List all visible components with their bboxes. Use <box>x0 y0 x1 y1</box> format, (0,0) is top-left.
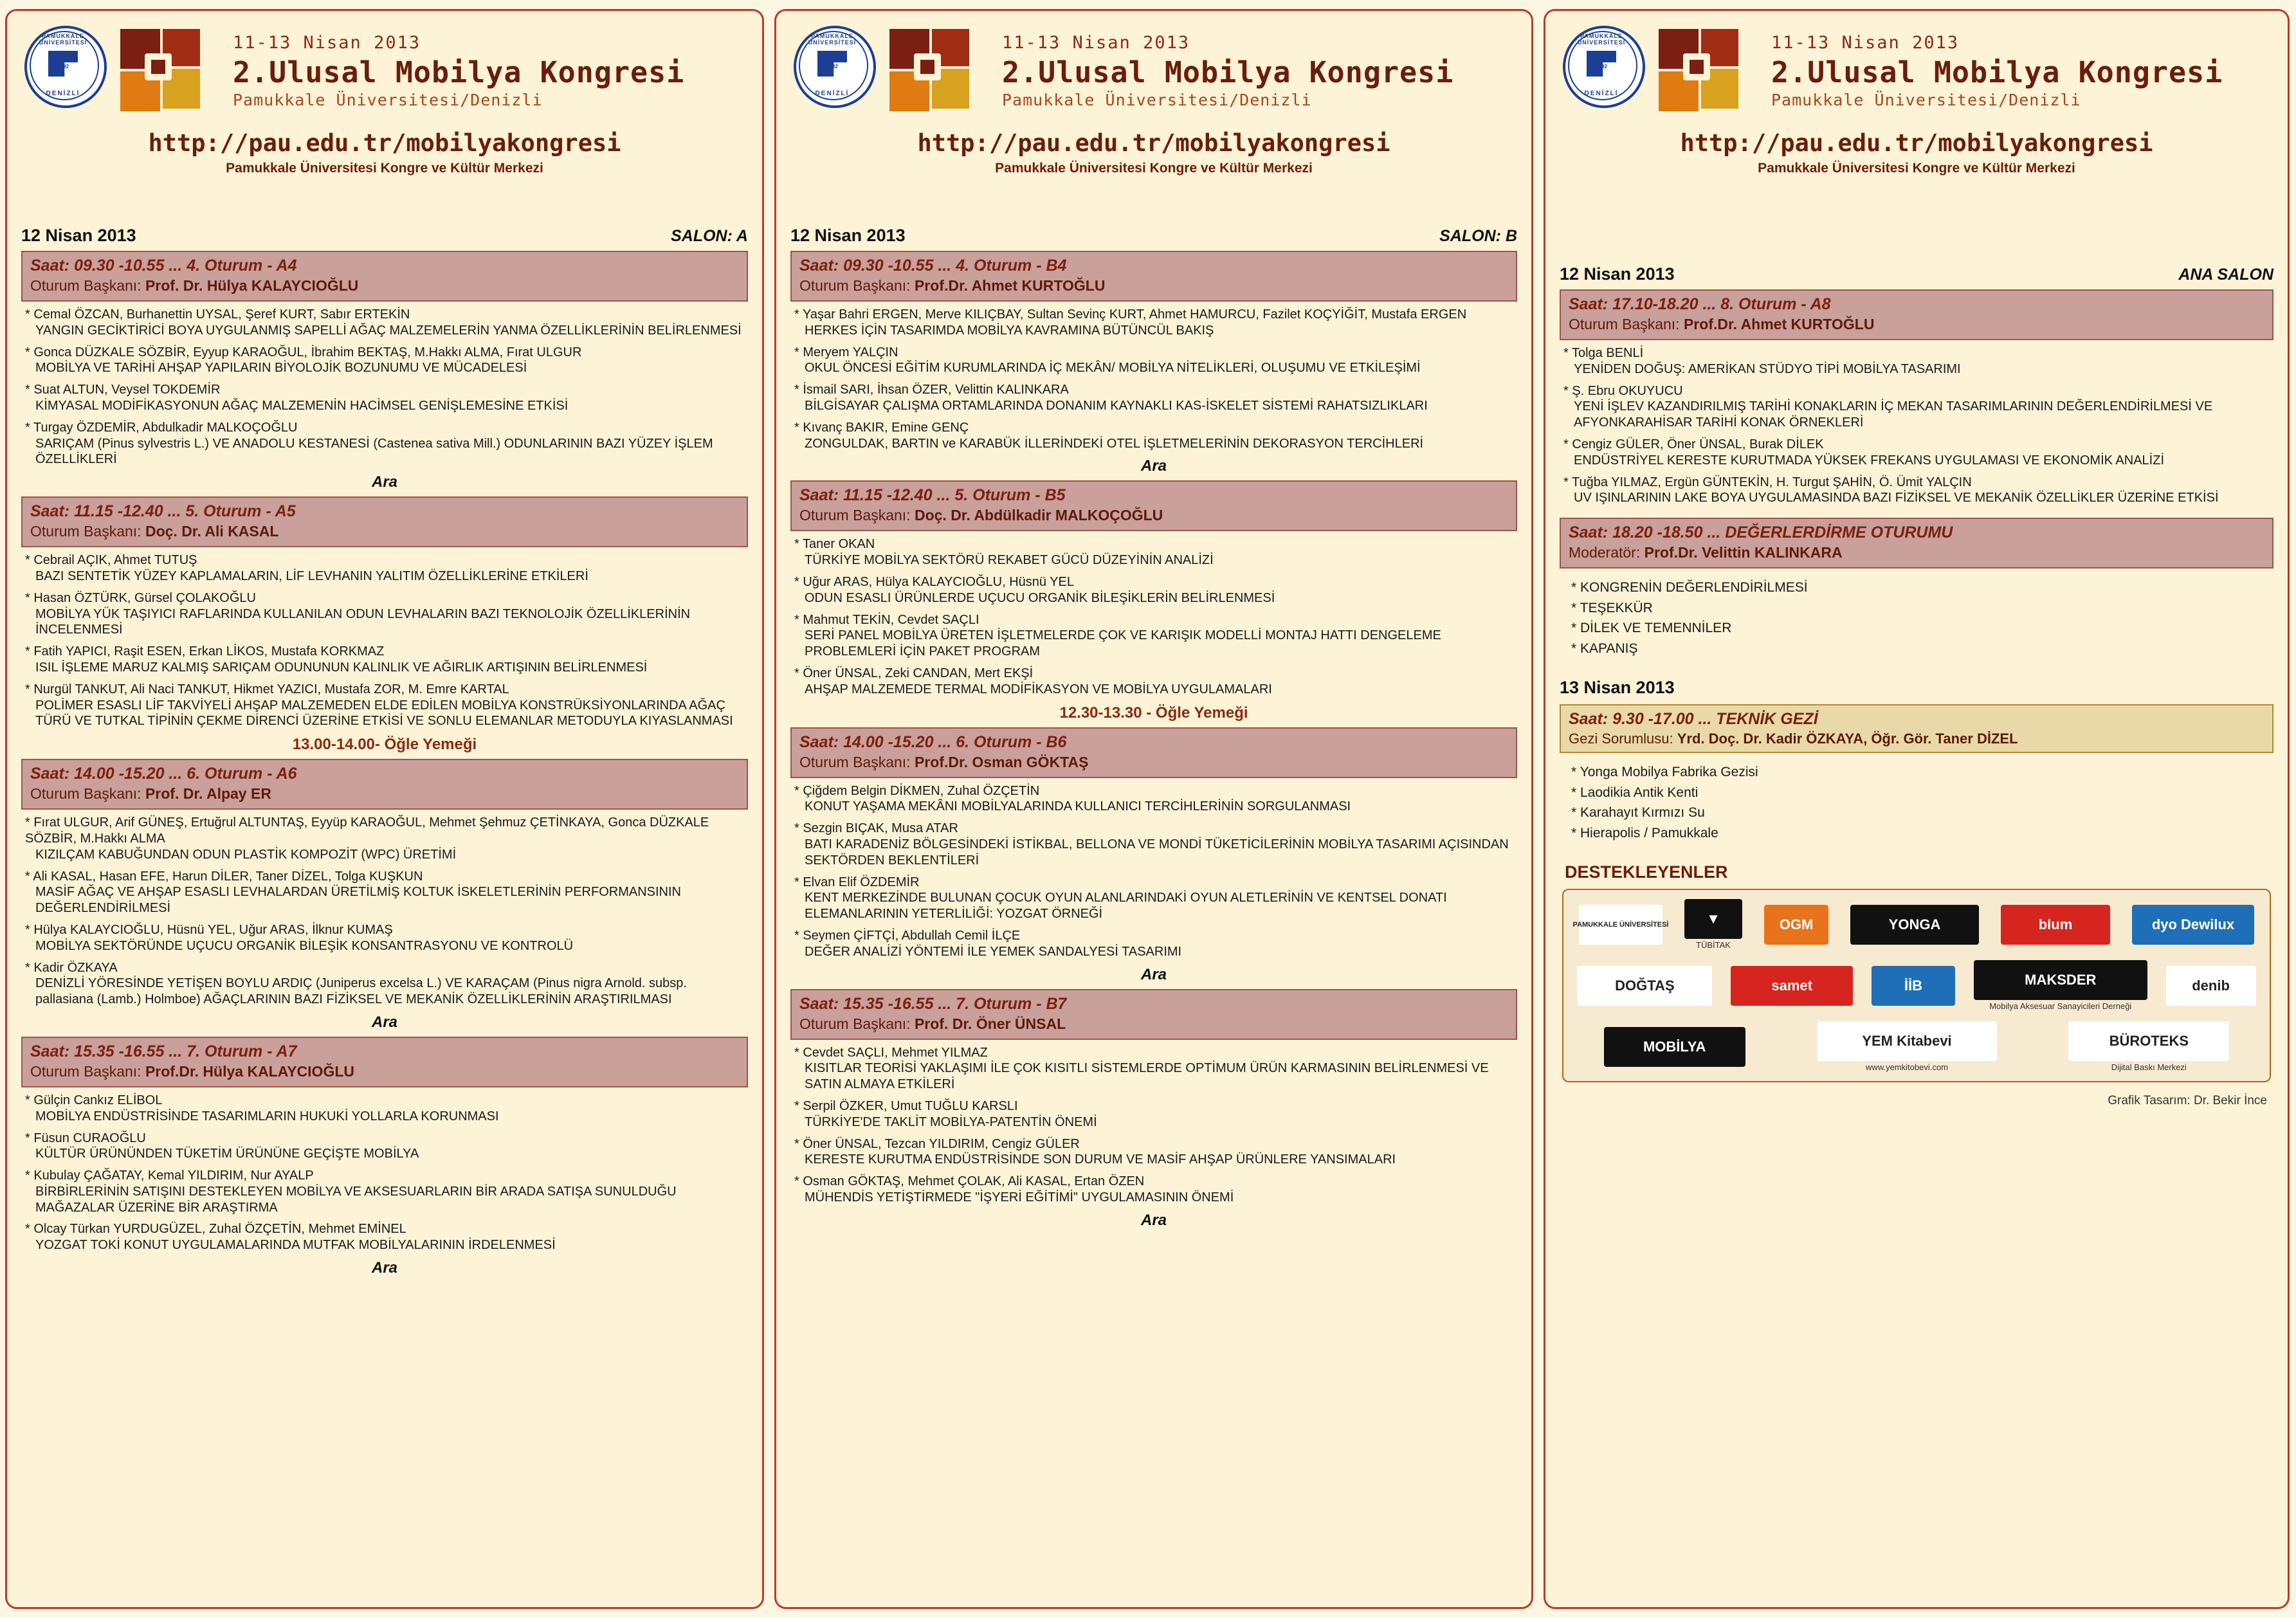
daybar-c <box>1560 264 2273 284</box>
lunch-label: 12.30-13.30 - Öğle Yemeği <box>1059 704 1248 722</box>
sponsor-caption: Dijital Baskı Merkezi <box>2111 1062 2187 1073</box>
congress-dates: 11-13 Nisan 2013 <box>233 33 421 53</box>
talk-authors: * Serpil ÖZKER, Umut TUĞLU KARSLI <box>794 1098 1018 1113</box>
talk-authors: * Tolga BENLİ <box>1563 346 1644 360</box>
session-time: Saat: 18.20 -18.50 ... DEĞERLERDİRME OTURUMU <box>1569 523 1953 542</box>
talk-title: BİLGİSAYAR ÇALIŞMA ORTAMLARINDA DONANIM KAYNAKLI KAS-İSKELET SİSTEMİ RAHATSIZLIKLARI <box>805 398 1428 413</box>
sponsor-logo-yonga-icon: YONGA <box>1850 905 1979 945</box>
talk-item <box>794 875 1515 922</box>
sponsors-panel <box>1562 889 2271 1082</box>
sponsor-item <box>1764 905 1828 945</box>
congress-url[interactable]: http://pau.edu.tr/mobilyakongresi <box>148 129 621 157</box>
talk-title: MASİF AĞAÇ VE AHŞAP ESASLI LEVHALARDAN ÜRETİLMİŞ KOLTUK İSKELETLERİNİN PERFORMANSININ DEĞERLENDİRİLMESİ <box>35 885 681 916</box>
talk-title: KÜLTÜR ÜRÜNÜNDEN TÜKETİM ÜRÜNÜNE GEÇİŞTE MOBİLYA <box>35 1147 419 1161</box>
talk-item <box>1563 437 2271 469</box>
talk-title: POLİMER ESASLI LİF TAKVİYELİ AHŞAP MALZEMEDEN ELDE EDİLEN MOBİLYA KONSTRÜKSİYONLARINDA AĞAÇ TÜRÜ VE TUTKAL TİPİNİN ÇEKME DİRENCİ ÜZERİNE ETKİSİ VE SONLU ELEMANLAR METODUYLA KIYASLANMASI <box>35 698 733 729</box>
talk-authors: * Sezgin BIÇAK, Musa ATAR <box>794 821 958 836</box>
congress-title: 2.Ulusal Mobilya Kongresi <box>233 55 685 89</box>
pau-logo-bottom-text: DENİZLİ <box>46 90 80 97</box>
sponsor-item <box>2132 905 2254 945</box>
talk-authors: * Kubulay ÇAĞATAY, Kemal YILDIRIM, Nur AYALP <box>25 1168 314 1183</box>
talk-title: TÜRKİYE'DE TAKLİT MOBİLYA-PATENTİN ÖNEMİ <box>805 1114 1097 1129</box>
talk-item <box>794 1136 1515 1168</box>
sponsor-logo-buroteks-icon: BÜROTEKS <box>2068 1021 2229 1061</box>
talk-list <box>1560 340 2273 506</box>
sponsor-row <box>1571 960 2262 1011</box>
talk-item <box>794 928 1515 960</box>
list-item: * TEŞEKKÜR <box>1571 600 1653 615</box>
talk-authors: * Yaşar Bahri ERGEN, Merve KILIÇBAY, Sultan Sevinç KURT, Ahmet HAMURCU, Fazilet KOÇYİĞİT, Mustafa ERGEN <box>794 307 1467 322</box>
sponsor-item <box>1850 905 1979 945</box>
talk-item <box>794 666 1515 698</box>
talk-authors: * Kıvanç BAKIR, Emine GENÇ <box>794 420 969 435</box>
sponsor-logo-blum-icon: blum <box>2001 905 2110 945</box>
congress-venue: Pamukkale Üniversitesi Kongre ve Kültür Merkezi <box>1758 161 2075 176</box>
session-time: Saat: 09.30 -10.55 ... 4. Oturum - B4 <box>799 257 1067 275</box>
talk-title: OKUL ÖNCESİ EĞİTİM KURUMLARINDA İÇ MEKÂN/ MOBİLYA NİTELİKLERİ, OLUŞUMU VE ETKİLEŞİMİ <box>805 361 1421 376</box>
talk-title: ENDÜSTRİYEL KERESTE KURUTMADA YÜKSEK FREKANS UYGULAMASI VE EKONOMİK ANALİZİ <box>1574 453 2164 468</box>
talk-authors: * Hasan ÖZTÜRK, Gürsel ÇOLAKOĞLU <box>25 590 256 605</box>
talk-authors: * Hülya KALAYCIOĞLU, Hüsnü YEL, Uğur ARAS, İlknur KUMAŞ <box>25 922 393 937</box>
talk-authors: * Cengiz GÜLER, Öner ÜNSAL, Burak DİLEK <box>1563 437 1824 451</box>
session-time: Saat: 15.35 -16.55 ... 7. Oturum - B7 <box>799 994 1067 1013</box>
daybar-b <box>790 226 1517 246</box>
talk-item <box>1563 475 2271 507</box>
talk-item <box>1563 383 2271 431</box>
talk-title: KONUT YAŞAMA MEKÂNI MOBİLYALARINDA KULLANICI TERCİHLERİNİN SORGULANMASI <box>805 799 1351 814</box>
day2-label: 13 Nisan 2013 <box>1560 678 1675 698</box>
talk-authors: * Uğur ARAS, Hülya KALAYCIOĞLU, Hüsnü YEL <box>794 574 1075 589</box>
talk-item <box>794 345 1515 377</box>
talk-item <box>794 821 1515 868</box>
talk-authors: * Ali KASAL, Hasan EFE, Harun DİLER, Taner DİZEL, Tolga KUŞKUN <box>25 869 423 884</box>
talk-title: SERİ PANEL MOBİLYA ÜRETEN İŞLETMELERDE ÇOK VE KARIŞIK MODELLİ MONTAJ HATTI DENGELEME PROBLEMLERİ İÇİN PAKET PROGRAM <box>805 628 1441 659</box>
talk-authors: * Osman GÖKTAŞ, Mehmet ÇOLAK, Ali KASAL, Ertan ÖZEN <box>794 1174 1145 1189</box>
chair-label: Oturum Başkanı: <box>799 507 911 524</box>
trip-time: Saat: 9.30 -17.00 ... TEKNİK GEZİ <box>1569 710 1818 729</box>
talk-list <box>790 531 1517 697</box>
session-header <box>21 1037 748 1087</box>
talk-item <box>25 1093 745 1125</box>
pau-logo-top-text: PAMUKKALE ÜNİVERSİTESİ <box>1577 33 1626 46</box>
sponsor-logo-dogtas-icon: DOĞTAŞ <box>1577 966 1712 1006</box>
header-b <box>790 17 1517 217</box>
chair-label: Oturum Başkanı: <box>30 277 141 294</box>
talk-title: KISITLAR TEORİSİ YAKLAŞIMI İLE ÇOK KISITLI SİSTEMLERDE OPTİMUM ÜRÜN KARMASININ BELİRLENMESİ VE SATIN ALMAYA ETKİLERİ <box>805 1061 1489 1092</box>
break-label: Ara <box>1140 457 1167 475</box>
chair-name: Prof. Dr. Hülya KALAYCIOĞLU <box>145 277 359 294</box>
session-time: Saat: 17.10-18.20 ... 8. Oturum - A8 <box>1569 295 1831 313</box>
talk-authors: * Suat ALTUN, Veysel TOKDEMİR <box>25 383 221 397</box>
congress-logo-icon <box>884 23 990 119</box>
list-item: * DİLEK VE TEMENNİLER <box>1571 621 1732 636</box>
list-item: * Laodikia Antik Kenti <box>1571 785 1699 800</box>
talk-title: MOBİLYA ENDÜSTRİSİNDE TASARIMLARIN HUKUKİ YOLLARLA KORUNMASI <box>35 1109 499 1123</box>
list-item: * KAPANIŞ <box>1571 641 1638 656</box>
congress-subtitle: Pamukkale Üniversitesi/Denizli <box>1002 91 1312 109</box>
header-c <box>1560 17 2273 217</box>
hall-label: SALON: A <box>671 227 748 245</box>
congress-subtitle: Pamukkale Üniversitesi/Denizli <box>233 91 543 109</box>
session-moderator <box>1569 544 2264 561</box>
talk-title: ISIL İŞLEME MARUZ KALMIŞ SARIÇAM ODUNUNUN KALINLIK VE AĞIRLIK ARTIŞININ BELİRLENMESİ <box>35 660 648 675</box>
day-label: 12 Nisan 2013 <box>790 226 906 245</box>
list-item: * KONGRENİN DEĞERLENDİRİLMESİ <box>1571 580 1808 595</box>
sponsor-logo-yem-kitabevi-icon: YEM Kitabevi <box>1817 1021 1997 1061</box>
talk-title: KENT MERKEZİNDE BULUNAN ÇOCUK OYUN ALANLARINDAKİ OYUN ALETLERİNİN VE KENTSEL DONATI ELEMANLARININ YETERLİLİĞİ: YOZGAT ÖRNEĞİ <box>805 891 1447 922</box>
talk-title: ODUN ESASLI ÜRÜNLERDE UÇUCU ORGANİK BİLEŞİKLERİN BELİRLENMESİ <box>805 590 1275 605</box>
congress-title: 2.Ulusal Mobilya Kongresi <box>1002 55 1454 89</box>
talk-authors: * Seymen ÇİFTÇİ, Abdullah Cemil İLÇE <box>794 928 1021 943</box>
talk-authors: * Öner ÜNSAL, Zeki CANDAN, Mert EKŞİ <box>794 666 1034 680</box>
pau-logo-bottom-text: DENİZLİ <box>815 90 850 97</box>
talk-authors: * Füsun CURAOĞLU <box>25 1131 146 1145</box>
session-chair <box>30 523 739 540</box>
column-salon-b <box>774 9 1533 1609</box>
talk-item <box>794 612 1515 660</box>
list-item: * Karahayıt Kırmızı Su <box>1571 805 1705 821</box>
talk-title: BİRBİRLERİNİN SATIŞINI DESTEKLEYEN MOBİLYA VE AKSESUARLARIN BİR ARADA SATIŞA SUNULDUĞU MAĞAZALAR ÜZERİNE BİR ARAŞTIRMA <box>35 1184 677 1215</box>
talk-authors: * Ş. Ebru OKUYUCU <box>1563 383 1683 398</box>
sponsors-title: DESTEKLEYENLER <box>1565 862 1728 882</box>
talk-authors: * İsmail SARI, İhsan ÖZER, Velittin KALINKARA <box>794 383 1069 397</box>
session-chair <box>30 785 739 803</box>
talk-item <box>25 644 745 676</box>
talk-authors: * Elvan Elif ÖZDEMİR <box>794 875 920 889</box>
talk-item <box>25 1168 745 1215</box>
technical-trip-header <box>1560 704 2273 753</box>
talk-title: YANGIN GECİKTİRİCİ BOYA UYGULANMIŞ SAPELLİ AĞAÇ MALZEMELERİN YANMA ÖZELLİKLERİNİN BELİRLENMESİ <box>35 323 742 338</box>
session-header <box>790 480 1517 531</box>
pau-logo-year: 1992 <box>826 64 838 69</box>
talk-item <box>794 1045 1515 1093</box>
talk-authors: * Cemal ÖZCAN, Burhanettin UYSAL, Şeref KURT, Sabır ERTEKİN <box>25 307 410 322</box>
trip-items <box>1560 753 2273 846</box>
session-header <box>21 759 748 810</box>
pamukkale-university-logo-icon <box>790 23 874 106</box>
sponsor-logo-samet-icon: samet <box>1731 966 1853 1006</box>
sponsor-item <box>2001 905 2110 945</box>
session-chair <box>30 1063 739 1080</box>
talk-item <box>25 382 745 414</box>
day-label: 12 Nisan 2013 <box>21 226 136 245</box>
talk-title: BAZI SENTETİK YÜZEY KAPLAMALARIN, LİF LEVHANIN YALITIM ÖZELLİKLERİNE ETKİLERİ <box>35 568 588 583</box>
talk-title: UV IŞINLARININ LAKE BOYA UYGULAMASINDA BAZI FİZİKSEL VE MEKANİK ÖZELLİKLER ÜZERİNE ETKİSİ <box>1574 491 2219 505</box>
list-item: * Yonga Mobilya Fabrika Gezisi <box>1571 765 1758 780</box>
moderator-label: Moderatör: <box>1569 544 1641 561</box>
session-header <box>790 251 1517 302</box>
list-item: * Hierapolis / Pamukkale <box>1571 825 1718 841</box>
pamukkale-university-logo-icon <box>21 23 105 106</box>
sponsor-item <box>1684 899 1742 950</box>
talk-title: AHŞAP MALZEMEDE TERMAL MODİFİKASYON VE MOBİLYA UYGULAMALARI <box>805 682 1272 696</box>
chair-label: Oturum Başkanı: <box>799 1015 911 1032</box>
sponsor-item <box>2068 1021 2229 1072</box>
sponsor-logo-pau-icon: PAMUKKALE ÜNİVERSİTESİ <box>1579 905 1663 945</box>
chair-name: Prof.Dr. Ahmet KURTOĞLU <box>1683 316 1875 332</box>
talk-item <box>794 574 1515 606</box>
sponsor-caption: TÜBİTAK <box>1696 940 1731 950</box>
column-salon-a <box>5 9 764 1609</box>
header-a <box>21 17 748 217</box>
talk-title: HERKES İÇİN TASARIMDA MOBİLYA KAVRAMINA BÜTÜNCÜL BAKIŞ <box>805 323 1214 338</box>
sponsor-row <box>1571 1021 2262 1072</box>
talk-item <box>794 382 1515 414</box>
break-label: Ara <box>1140 1211 1167 1229</box>
congress-dates: 11-13 Nisan 2013 <box>1771 33 1960 53</box>
session-time: Saat: 15.35 -16.55 ... 7. Oturum - A7 <box>30 1042 297 1060</box>
session-header <box>790 727 1517 778</box>
daybar-a <box>21 226 748 246</box>
talk-authors: * Taner OKAN <box>794 537 875 552</box>
talk-title: MÜHENDİS YETİŞTİRMEDE "İŞYERİ EĞİTİMİ" UYGULAMASININ ÖNEMİ <box>805 1190 1234 1204</box>
sponsor-logo-mobilya-universitesi-icon: MOBİLYA <box>1604 1027 1745 1067</box>
chair-label: Oturum Başkanı: <box>30 785 141 803</box>
talk-list <box>790 1040 1517 1206</box>
congress-subtitle: Pamukkale Üniversitesi/Denizli <box>1771 91 2081 109</box>
talk-item <box>794 783 1515 815</box>
sponsor-logo-denib-icon: denib <box>2166 966 2256 1006</box>
sponsor-logo-tubitak-icon: ▼ <box>1684 899 1742 939</box>
talk-authors: * Tuğba YILMAZ, Ergün GÜNTEKİN, H. Turgut ŞAHİN, Ö. Ümit YALÇIN <box>1563 475 1972 489</box>
talk-title: SARIÇAM (Pinus sylvestris L.) VE ANADOLU KESTANESİ (Castenea sativa Mill.) ODUNLARININ BAZI YÜZEY İŞLEM ÖZELLİKLERİ <box>35 436 713 467</box>
chair-label: Oturum Başkanı: <box>1569 316 1680 332</box>
talk-title: MOBİLYA VE TARİHİ AHŞAP YAPILARIN BİYOLOJİK BOZUNUMU VE MÜCADELESİ <box>35 361 527 376</box>
talk-authors: * Meryem YALÇIN <box>794 345 898 359</box>
talk-title: KİMYASAL MODİFİKASYONUN AĞAÇ MALZEMENİN HACİMSEL GENİŞLEMESİNE ETKİSİ <box>35 398 569 413</box>
talk-authors: * Olcay Türkan YURDUGÜZEL, Zuhal ÖZÇETİN, Mehmet EMİNEL <box>25 1222 406 1237</box>
talk-item <box>794 1174 1515 1206</box>
talk-item <box>25 869 745 916</box>
talk-title: YOZGAT TOKİ KONUT UYGULAMALARINDA MUTFAK MOBİLYALARININ İRDELENMESİ <box>35 1238 556 1253</box>
talk-item <box>25 960 745 1008</box>
sponsor-caption: Mobilya Aksesuar Sanayicileri Derneği <box>1989 1001 2132 1012</box>
session-header <box>21 251 748 302</box>
trip-responsible <box>1569 731 2264 747</box>
chair-label: Oturum Başkanı: <box>799 277 911 294</box>
talk-item <box>25 552 745 585</box>
talk-authors: * Gonca DÜZKALE SÖZBİR, Eyyup KARAOĞUL, İbrahim BEKTAŞ, M.Hakkı ALMA, Fırat ULGUR <box>25 345 582 359</box>
sponsor-logo-dyo-dewilux-icon: dyo Dewilux <box>2132 905 2254 945</box>
talk-item <box>25 922 745 954</box>
chair-name: Doç. Dr. Ali KASAL <box>145 523 279 540</box>
congress-title: 2.Ulusal Mobilya Kongresi <box>1771 55 2223 89</box>
break-label: Ara <box>1140 965 1167 983</box>
talk-item <box>794 307 1515 339</box>
talk-item <box>25 307 745 339</box>
congress-venue: Pamukkale Üniversitesi Kongre ve Kültür Merkezi <box>226 161 543 176</box>
talk-item <box>25 420 745 468</box>
design-credit: Grafik Tasarım: Dr. Bekir İnce <box>2108 1094 2267 1108</box>
talk-authors: * Çiğdem Belgin DİKMEN, Zuhal ÖZÇETİN <box>794 783 1040 798</box>
talk-item <box>794 420 1515 452</box>
trip-responsible-label: Gezi Sorumlusu: <box>1569 731 1673 747</box>
talk-authors: * Öner ÜNSAL, Tezcan YILDIRIM, Cengiz GÜLER <box>794 1136 1080 1151</box>
chair-name: Prof.Dr. Ahmet KURTOĞLU <box>914 277 1106 294</box>
pau-logo-top-text: PAMUKKALE ÜNİVERSİTESİ <box>808 33 857 46</box>
talk-title: YENİ İŞLEV KAZANDIRILMIŞ TARİHİ KONAKLARIN İÇ MEKAN TASARIMLARININ DEĞERLENDİRİLMESİ VE AFYONKARAHİSAR TARİHİ KONAK ÖRNEKLERİ <box>1574 399 2213 430</box>
session-chair <box>799 277 1508 295</box>
chair-label: Oturum Başkanı: <box>30 523 141 540</box>
talk-authors: * Fırat ULGUR, Arif GÜNEŞ, Ertuğrul ALTUNTAŞ, Eyyüp KARAOĞUL, Mehmet Şehmuz ÇETİNKAYA, Gonca DÜZKALE SÖZBİR, M.Hakkı ALMA <box>25 815 709 846</box>
talk-authors: * Cebrail AÇIK, Ahmet TUTUŞ <box>25 553 197 568</box>
session-chair <box>30 277 739 295</box>
talk-title: YENİDEN DOĞUŞ: AMERİKAN STÜDYO TİPİ MOBİLYA TASARIMI <box>1574 361 1961 376</box>
pau-logo-year: 1992 <box>1596 64 1607 69</box>
talk-list <box>21 1087 748 1253</box>
session-chair <box>799 1015 1508 1033</box>
talk-title: DEĞER ANALİZİ YÖNTEMİ İLE YEMEK SANDALYESİ TASARIMI <box>805 944 1182 959</box>
talk-title: DENİZLİ YÖRESİNDE YETİŞEN BOYLU ARDIÇ (Juniperus excelsa L.) VE KARAÇAM (Pinus nigra Arnold. subsp. pallasiana (Lamb.) Holmboe) AĞAÇLARININ BAZI FİZİKSEL VE MEKANİK ÖZELLİKLERİNİN ARAŞTIRILMASI <box>35 976 687 1007</box>
ana-salon-body <box>1560 217 2273 1108</box>
chair-label: Oturum Başkanı: <box>30 1062 141 1080</box>
talk-authors: * Kadir ÖZKAYA <box>25 960 118 975</box>
lunch-label: 13.00-14.00- Öğle Yemeği <box>292 736 477 754</box>
talk-title: ZONGULDAK, BARTIN ve KARABÜK İLLERİNDEKİ OTEL İŞLETMELERİNİN DEKORASYON TERCİHLERİ <box>805 436 1424 451</box>
talk-title: KERESTE KURUTMA ENDÜSTRİSİNDE SON DURUM VE MASİF AHŞAP ÜRÜNLERE YANSIMALARI <box>805 1152 1396 1167</box>
pau-logo-year: 1992 <box>57 64 69 69</box>
session-time: Saat: 14.00 -15.20 ... 6. Oturum - B6 <box>799 732 1067 751</box>
day-label: 12 Nisan 2013 <box>1560 264 1675 284</box>
talk-list <box>21 302 748 468</box>
chair-name: Doç. Dr. Abdülkadir MALKOÇOĞLU <box>914 507 1163 524</box>
talk-list <box>790 778 1517 960</box>
session-chair <box>799 754 1508 771</box>
session-chair <box>799 507 1508 524</box>
hall-label: SALON: B <box>1439 227 1517 245</box>
congress-logo-icon <box>1654 23 1760 119</box>
talk-item <box>794 536 1515 568</box>
talk-authors: * Turgay ÖZDEMİR, Abdulkadir MALKOÇOĞLU <box>25 420 298 435</box>
talk-title: TÜRKİYE MOBİLYA SEKTÖRÜ REKABET GÜCÜ DÜZEYİNİN ANALİZİ <box>805 553 1214 568</box>
congress-logo-icon <box>115 23 221 119</box>
sponsor-item <box>1572 905 1669 945</box>
congress-venue: Pamukkale Üniversitesi Kongre ve Kültür Merkezi <box>995 161 1313 176</box>
chair-name: Prof.Dr. Osman GÖKTAŞ <box>914 753 1089 770</box>
congress-url[interactable]: http://pau.edu.tr/mobilyakongresi <box>1680 129 2153 157</box>
talk-title: MOBİLYA YÜK TAŞIYICI RAFLARINDA KULLANILAN ODUN LEVHALARIN BAZI TEKNOLOJİK ÖZELLİKLERİNİN İNCELENMESİ <box>35 606 691 637</box>
session-header <box>21 496 748 547</box>
sponsor-logo-ogm-icon: OGM <box>1764 905 1828 945</box>
pau-logo-bottom-text: DENİZLİ <box>1584 90 1619 97</box>
chair-label: Oturum Başkanı: <box>799 753 911 770</box>
column-ana-salon <box>1544 9 2290 1609</box>
talk-item <box>25 590 745 638</box>
sponsor-item <box>1974 960 2147 1011</box>
talk-authors: * Mahmut TEKİN, Cevdet SAÇLI <box>794 612 979 627</box>
talk-list <box>790 302 1517 451</box>
talk-item <box>1563 345 2271 377</box>
evaluation-items <box>1560 568 2273 661</box>
talk-title: MOBİLYA SEKTÖRÜNDE UÇUCU ORGANİK BİLEŞİK KONSANTRASYONU VE KONTROLÜ <box>35 938 574 953</box>
chair-name: Prof.Dr. Hülya KALAYCIOĞLU <box>145 1062 355 1080</box>
session-time: Saat: 11.15 -12.40 ... 5. Oturum - B5 <box>799 486 1066 505</box>
talk-list <box>21 547 748 729</box>
talk-authors: * Fatih YAPICI, Raşit ESEN, Erkan LİKOS, Mustafa KORKMAZ <box>25 644 385 659</box>
session-time: Saat: 09.30 -10.55 ... 4. Oturum - A4 <box>30 257 297 275</box>
talk-title: KIZILÇAM KABUĞUNDAN ODUN PLASTİK KOMPOZİT (WPC) ÜRETİMİ <box>35 847 457 862</box>
moderator-name: Prof.Dr. Velittin KALINKARA <box>1644 544 1843 561</box>
talk-authors: * Cevdet SAÇLI, Mehmet YILMAZ <box>794 1045 988 1060</box>
evaluation-session-header <box>1560 518 2273 568</box>
talk-item <box>25 345 745 377</box>
pau-logo-top-text: PAMUKKALE ÜNİVERSİTESİ <box>39 33 87 46</box>
chair-name: Prof. Dr. Alpay ER <box>145 785 271 803</box>
break-label: Ara <box>371 1013 398 1031</box>
trip-responsible-name: Yrd. Doç. Dr. Kadir ÖZKAYA, Öğr. Gör. Taner DİZEL <box>1677 731 2018 747</box>
sponsor-row <box>1571 899 2262 950</box>
session-header <box>790 989 1517 1040</box>
sponsor-caption: www.yemkitobevi.com <box>1866 1062 1948 1073</box>
sponsor-item <box>1817 1021 1997 1072</box>
talk-item <box>25 1131 745 1163</box>
hall-label: ANA SALON <box>2178 266 2273 284</box>
session-chair <box>1569 316 2264 333</box>
sponsor-logo-iib-icon: İİB <box>1872 966 1955 1006</box>
talk-authors: * Gülçin Cankız ELİBOL <box>25 1093 163 1107</box>
pamukkale-university-logo-icon <box>1560 23 1643 106</box>
talk-item <box>25 682 745 729</box>
congress-dates: 11-13 Nisan 2013 <box>1002 33 1190 53</box>
session-time: Saat: 11.15 -12.40 ... 5. Oturum - A5 <box>30 502 296 521</box>
session-time: Saat: 14.00 -15.20 ... 6. Oturum - A6 <box>30 765 297 783</box>
talk-title: BATI KARADENİZ BÖLGESİNDEKİ İSTİKBAL, BELLONA VE MONDİ TÜKETİCİLERİNİN MOBİLYA TASARIMI AÇISINDAN SEKTÖRDEN BEKLENTİLERİ <box>805 837 1509 868</box>
break-label: Ara <box>371 473 398 491</box>
talk-list <box>21 810 748 1008</box>
session-header <box>1560 289 2273 340</box>
talk-authors: * Nurgül TANKUT, Ali Naci TANKUT, Hikmet YAZICI, Mustafa ZOR, M. Emre KARTAL <box>25 682 509 696</box>
sponsor-logo-maksder-icon: MAKSDER <box>1974 960 2147 1000</box>
break-label: Ara <box>371 1259 398 1277</box>
talk-item <box>25 815 745 862</box>
congress-url[interactable]: http://pau.edu.tr/mobilyakongresi <box>917 129 1390 157</box>
chair-name: Prof. Dr. Öner ÜNSAL <box>914 1015 1066 1032</box>
talk-item <box>794 1098 1515 1131</box>
talk-item <box>25 1221 745 1253</box>
